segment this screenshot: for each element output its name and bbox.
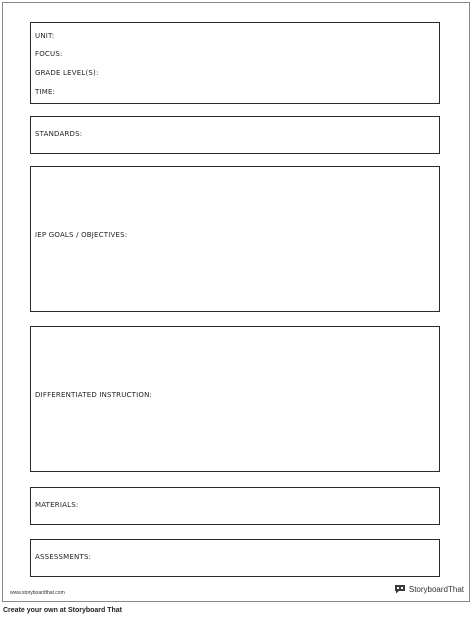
materials-box xyxy=(30,487,440,525)
assessments-box xyxy=(30,539,440,577)
differentiated-instruction-box xyxy=(30,326,440,472)
materials-label: MATERIALS: xyxy=(35,501,79,509)
header-info-box xyxy=(30,22,440,104)
standards-label: STANDARDS: xyxy=(35,130,83,138)
create-your-own-link[interactable]: Create your own at Storyboard That xyxy=(3,607,123,614)
brand-name: StoryboardThat xyxy=(408,584,464,594)
focus-label: FOCUS: xyxy=(35,50,63,58)
iep-goals-label: IEP GOALS / OBJECTIVES: xyxy=(35,231,128,239)
site-url[interactable]: www.storyboardthat.com xyxy=(10,590,65,596)
worksheet-page xyxy=(2,2,470,602)
differentiated-instruction-label: DIFFERENTIATED INSTRUCTION: xyxy=(35,391,153,399)
grade-level-label: GRADE LEVEL(S): xyxy=(35,69,99,77)
storyboardthat-brand[interactable] xyxy=(394,584,464,594)
time-label: TIME: xyxy=(35,88,56,96)
unit-label: UNIT: xyxy=(35,32,55,40)
assessments-label: ASSESSMENTS: xyxy=(35,553,92,561)
iep-goals-box xyxy=(30,166,440,312)
standards-box xyxy=(30,116,440,154)
storyboard-logo-icon xyxy=(394,584,406,594)
